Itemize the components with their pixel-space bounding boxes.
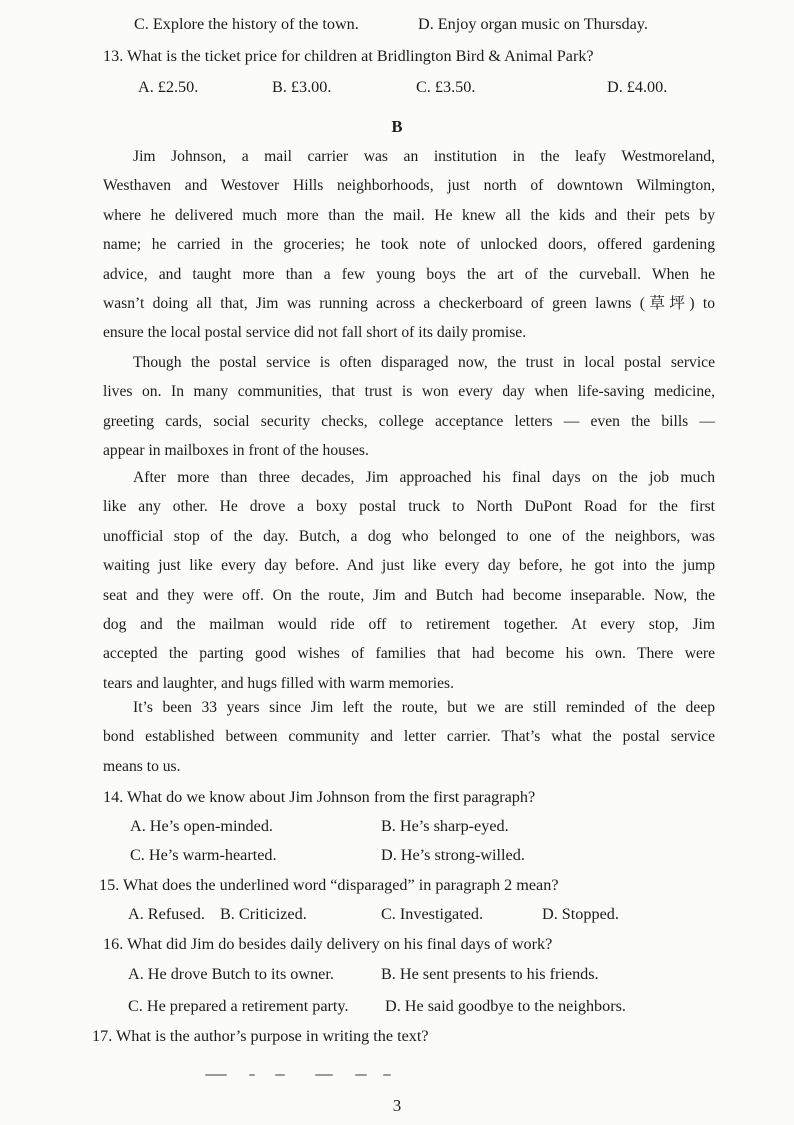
q13-question: 13. What is the ticket price for children at Bridlington Bird & Animal Park? (103, 47, 594, 65)
q13-option-b: B. £3.00. (272, 78, 332, 96)
passage-line: tears and laughter, and hugs filled with warm memories. (103, 674, 455, 692)
passage-line: appear in mailboxes in front of the houses. (103, 442, 369, 460)
q13-option-c: C. £3.50. (416, 78, 476, 96)
q12-option-c: C. Explore the history of the town. (134, 15, 359, 33)
passage-line: seat and they were off. On the route, Jim and Butch had become inseparable. Now, the (103, 586, 715, 604)
q15-option-c: C. Investigated. (381, 905, 484, 923)
passage-line: Westhaven and Westover Hills neighborhoods, just north of downtown Wilmington, (103, 177, 715, 195)
q12-option-d: D. Enjoy organ music on Thursday. (418, 15, 648, 33)
q13-option-d: D. £4.00. (607, 78, 668, 96)
passage-line: wasn’t doing all that, Jim was running across a checkerboard of green lawns (草坪) to (103, 295, 715, 313)
q13-option-a: A. £2.50. (138, 78, 199, 96)
q16-option-d: D. He said goodbye to the neighbors. (385, 997, 626, 1015)
passage-line: means to us. (103, 757, 181, 775)
passage-line: ensure the local postal service did not fall short of its daily promise. (103, 324, 527, 342)
passage-line: name; he carried in the groceries; he took note of unlocked doors, offered gardening (103, 236, 715, 254)
q14-option-a: A. He’s open-minded. (130, 817, 273, 835)
q16-option-a: A. He drove Butch to its owner. (128, 965, 334, 983)
passage-line: dog and the mailman would ride off to retirement together. At every stop, Jim (103, 616, 715, 634)
q14-option-c: C. He’s warm-hearted. (130, 846, 277, 864)
passage-line: Though the postal service is often disparaged now, the trust in local postal service (133, 354, 715, 371)
q15-option-d: D. Stopped. (542, 905, 619, 923)
passage-paragraph-2 (103, 348, 715, 466)
passage-line: waiting just like every day before. And just like every day before, he got into the jump (103, 557, 715, 575)
q14-question: 14. What do we know about Jim Johnson from the first paragraph? (103, 788, 536, 806)
q16-option-c: C. He prepared a retirement party. (128, 997, 349, 1015)
q15-question: 15. What does the underlined word “disparaged” in paragraph 2 mean? (99, 876, 559, 894)
passage-line: accepted the parting good wishes of families that had become his own. There were (103, 645, 715, 663)
passage-paragraph-3 (103, 463, 715, 698)
passage-line: unofficial stop of the day. Butch, a dog who belonged to one of the neighbors, was (103, 527, 715, 545)
passage-line: lives on. In many communities, that trust is won every day when life-saving medicine, (103, 383, 715, 401)
section-title: B (391, 117, 403, 136)
q16-option-b: B. He sent presents to his friends. (381, 965, 599, 983)
q14-option-b: B. He’s sharp-eyed. (381, 817, 509, 835)
cut-off-text-smudge (205, 1072, 395, 1080)
q16-question: 16. What did Jim do besides daily delivery on his final days of work? (103, 935, 553, 953)
q14-option-d: D. He’s strong-willed. (381, 846, 525, 864)
passage-line: It’s been 33 years since Jim left the route, but we are still reminded of the deep (133, 699, 715, 716)
q17-question: 17. What is the author’s purpose in writing the text? (92, 1027, 429, 1045)
passage-line: greeting cards, social security checks, college acceptance letters — even the bills — (103, 412, 715, 430)
passage-line: like any other. He drove a boxy postal truck to North DuPont Road for the first (103, 498, 715, 516)
q15-option-a: A. Refused. (128, 905, 205, 923)
page-number: 3 (392, 1096, 402, 1115)
passage-line: Jim Johnson, a mail carrier was an institution in the leafy Westmoreland, (133, 148, 715, 165)
passage-paragraph-4 (103, 693, 715, 781)
passage-paragraph-1 (103, 142, 715, 348)
passage-line: bond established between community and letter carrier. That’s what the postal service (103, 728, 715, 746)
q15-option-b: B. Criticized. (220, 905, 307, 923)
passage-line: After more than three decades, Jim approached his final days on the job much (133, 469, 715, 486)
passage-line: where he delivered much more than the mail. He knew all the kids and their pets by (103, 206, 715, 224)
passage-line: advice, and taught more than a few young boys the art of the curveball. When he (103, 265, 715, 283)
